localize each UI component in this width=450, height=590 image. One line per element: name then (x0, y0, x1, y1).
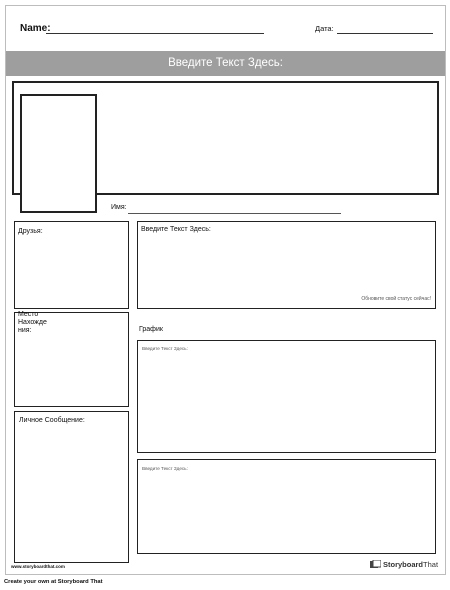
logo-text-bold: Storyboard (383, 559, 424, 569)
credit-text: Create your own at Storyboard That (4, 579, 103, 585)
timeline-post-box[interactable] (137, 340, 436, 453)
name-field[interactable] (46, 33, 264, 34)
status-update-hint: Обновите свой статус сейчас! (361, 296, 431, 302)
timeline-post-box[interactable] (137, 459, 436, 554)
profile-picture-box[interactable] (20, 94, 97, 213)
date-field[interactable] (337, 33, 433, 34)
location-box[interactable] (14, 312, 129, 407)
location-label: Место Нахожде ния: (18, 311, 47, 334)
title-banner[interactable]: Введите Текст Здесь: (6, 51, 445, 76)
profile-name-label: Имя: (111, 204, 127, 211)
personal-message-label: Личное Сообщение: (19, 417, 85, 424)
friends-box[interactable] (14, 221, 129, 309)
timeline-post-placeholder: Введите Текст Здесь: (142, 346, 188, 351)
status-box[interactable] (137, 221, 436, 309)
profile-name-field[interactable] (128, 213, 341, 214)
status-title: Введите Текст Здесь: (141, 226, 211, 233)
logo-text-light: That (423, 559, 439, 569)
date-label: Дата: (315, 24, 334, 33)
name-label: Name: (20, 23, 51, 34)
storyboardthat-logo (370, 558, 438, 570)
personal-message-box[interactable] (14, 411, 129, 563)
friends-label: Друзья: (18, 228, 43, 235)
storyboard-icon (370, 560, 381, 569)
worksheet-page (5, 5, 446, 575)
timeline-post-placeholder: Введите Текст Здесь: (142, 466, 188, 471)
footer-url: www.storyboardthat.com (11, 564, 65, 569)
timeline-label: График (139, 326, 163, 333)
